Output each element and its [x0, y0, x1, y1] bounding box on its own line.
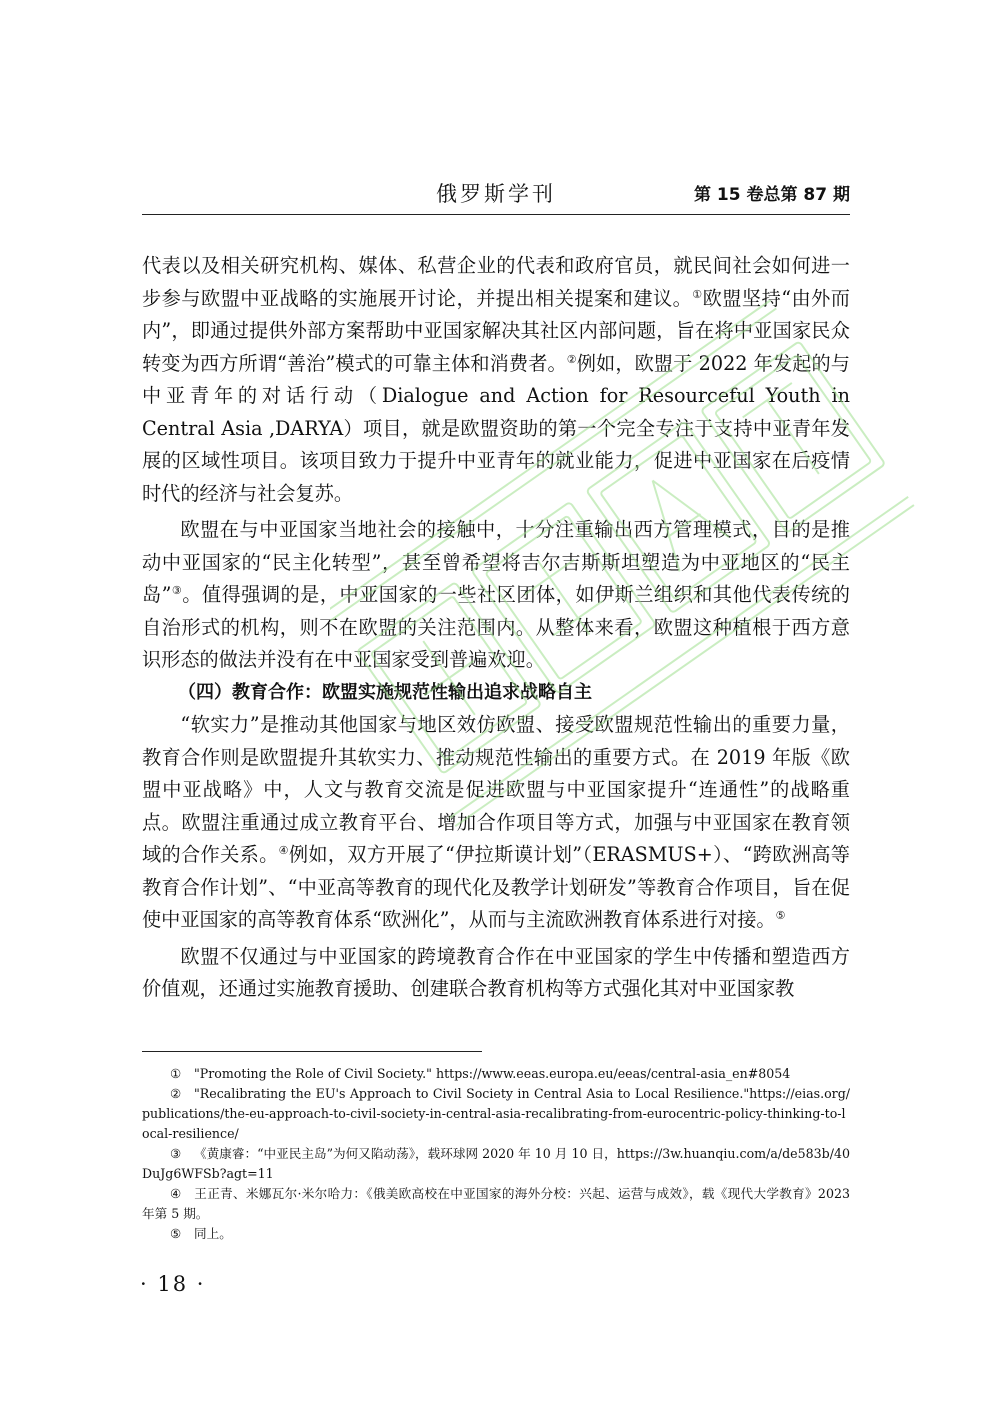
footnote-number: ④ [170, 1186, 182, 1201]
footnote-number: ② [170, 1086, 182, 1101]
footnote-divider [142, 1051, 482, 1052]
footnote-number: ① [170, 1066, 182, 1081]
footnote-text: "Promoting the Role of Civil Society." https://www.eeas.europa.eu/eeas/central-asia_en#8054 [194, 1066, 791, 1081]
paragraph-3 [142, 709, 850, 937]
paragraph-1-text-a: 代表以及相关研究机构、媒体、私营企业的代表和政府官员，就民间社会如何进一步参与欧盟中亚战略的实施展开讨论，并提出相关提案和建议。 [142, 254, 850, 310]
paragraph-3-text-b: 例如，双方开展了“伊拉斯谟计划”（ERASMUS+）、“跨欧洲高等教育合作计划”、“中亚高等教育的现代化及教学计划研发”等教育合作项目，旨在促使中亚国家的高等教育体系“欧洲化”，从而与主流欧洲教育体系进行对接。 [142, 843, 850, 931]
paragraph-1 [142, 250, 850, 510]
paragraph-2-text-a: 欧盟在与中亚国家当地社会的接触中，十分注重输出西方管理模式，目的是推动中亚国家的“民主化转型”，甚至曾希望将吉尔吉斯斯坦塑造为中亚地区的“民主岛” [142, 518, 850, 606]
footnote-ref-5[interactable]: ⑤ [775, 909, 786, 922]
section-heading: （四）教育合作：欧盟实施规范性输出追求战略自主 [178, 681, 592, 703]
footnote-number: ⑤ [170, 1226, 182, 1241]
footnote-3 [142, 1144, 850, 1184]
footnote-text: 王正青、米娜瓦尔·米尔哈力：《俄美欧高校在中亚国家的海外分校：兴起、运营与成效》，载《现代大学教育》2023 年第 5 期。 [142, 1186, 850, 1221]
paragraph-3-text-a: “软实力”是推动其他国家与地区效仿欧盟、接受欧盟规范性输出的重要力量，教育合作则是欧盟提升其软实力、推动规范性输出的重要方式。在 2019 年版《欧盟中亚战略》中，人文与教育交流是促进欧盟与中亚国家提升“连通性”的战略重点。欧盟注重通过成立教育平台、增加合作项目等方式，加强与中亚国家在教育领域的合作关系。 [142, 713, 850, 866]
footnote-text: 同上。 [194, 1226, 232, 1241]
body-text [142, 250, 850, 1006]
footnote-1 [142, 1064, 850, 1084]
footnote-4 [142, 1184, 850, 1224]
footnote-number: ③ [170, 1146, 182, 1161]
footnote-ref-1[interactable]: ① [692, 287, 703, 301]
footnote-ref-2[interactable]: ② [566, 352, 577, 366]
page-number: · 18 · [140, 1272, 206, 1296]
footnote-ref-3[interactable]: ③ [171, 584, 183, 597]
issue-info: 第 15 卷总第 87 期 [694, 185, 850, 205]
footnote-5 [142, 1224, 850, 1244]
paragraph-2 [142, 514, 850, 677]
footnote-2 [142, 1084, 850, 1144]
paragraph-1-text-b: 欧盟坚持“由外而内”，即通过提供外部方案帮助中亚国家解决其社区内部问题，旨在将中亚国家民众转变为西方所谓“善治”模式的可靠主体和消费者。 [142, 286, 850, 375]
footnote-text: "Recalibrating the EU's Approach to Civil Society in Central Asia to Local Resilience."https://eias.org/publications/the-eu-approach-to-civil-society-in-central-asia-recalibrating-from-eurocentric-policy-thinking-to-local-resilience/ [142, 1086, 850, 1141]
footnote-ref-4[interactable]: ④ [278, 844, 289, 857]
footnotes [142, 1064, 850, 1244]
footnote-text: 《黄康睿：“中亚民主岛”为何又陷动荡》，载环球网 2020 年 10 月 10 日，https://3w.huanqiu.com/a/de583b/40DuJg6WFSb?agt=11 [142, 1146, 850, 1181]
running-header [142, 178, 850, 215]
journal-title: 俄罗斯学刊 [436, 182, 556, 206]
paragraph-2-text-b: 。值得强调的是，中亚国家的一些社区团体，如伊斯兰组织和其他代表传统的自治形式的机构，则不在欧盟的关注范围内。从整体来看，欧盟这种植根于西方意识形态的做法并没有在中亚国家受到普遍欢迎。 [142, 583, 850, 671]
paragraph-1-text-c: 例如，欧盟于 2022 年发起的与中亚青年的对话行动（Dialogue and Action for Resourceful Youth in Central Asia ,DARYA）项目，就是欧盟资助的第一个完全专注于支持中亚青年发展的区域性项目。该项目致力于提升中亚青年的就业能力，促进中亚国家在后疫情时代的经济与社会复苏。 [142, 351, 850, 505]
paragraph-4: 欧盟不仅通过与中亚国家的跨境教育合作在中亚国家的学生中传播和塑造西方价值观，还通过实施教育援助、创建联合教育机构等方式强化其对中亚国家教 [142, 944, 850, 1000]
